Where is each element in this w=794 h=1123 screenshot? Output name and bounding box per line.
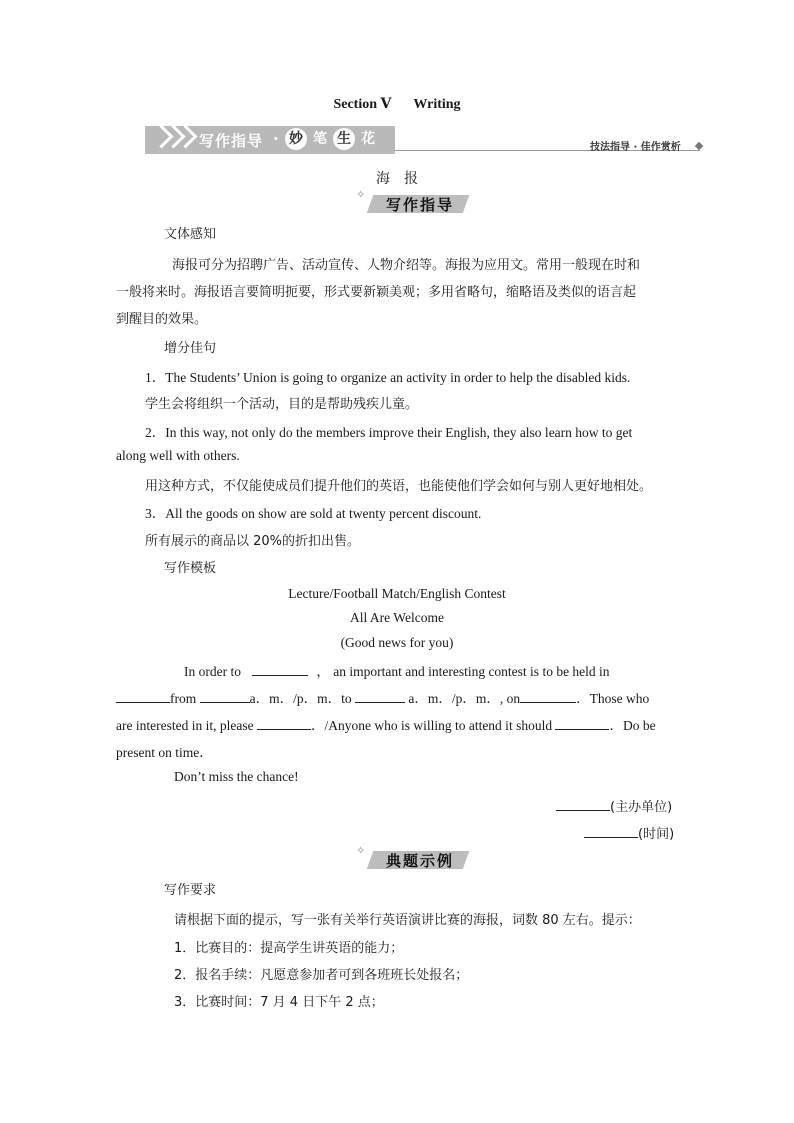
section-title: Writing: [413, 97, 461, 112]
template-signature: (主办单位): [556, 796, 672, 816]
requirement-item: 3．比赛时间：7 月 4 日下午 2 点；: [174, 995, 384, 1010]
banner-char: 妙: [285, 128, 307, 150]
template-heading: All Are Welcome: [350, 610, 444, 625]
example-section-title: 典题示例: [385, 852, 454, 870]
fill-blank[interactable]: [257, 717, 311, 730]
banner-char: 生: [333, 128, 355, 150]
sentence-en: 1．The Students’ Union is going to organize an activity in order to help the disabled kids.: [145, 370, 631, 385]
banner-dot: ·: [273, 130, 280, 148]
banner-char: 笔: [313, 131, 327, 147]
requirement-label: 写作要求: [164, 883, 217, 898]
diamond-icon: [695, 142, 703, 150]
guide-section-title: 写作指导: [385, 196, 454, 214]
template-label: 写作模板: [164, 561, 217, 576]
sentence-en: 2．In this way, not only do the members improve their English, they also learn how to get: [145, 425, 633, 440]
requirement-intro: 请根据下面的提示，写一张有关举行英语演讲比赛的海报，词数 80 左右。提示：: [174, 913, 641, 928]
requirement-item: 1．比赛目的：提高学生讲英语的能力；: [174, 941, 404, 956]
topic-title: 海 报: [376, 171, 418, 187]
requirement-item: 2．报名手续：凡愿意参加者可到各班班长处报名；: [174, 968, 469, 983]
fill-blank[interactable]: [556, 798, 610, 811]
fill-blank[interactable]: [116, 690, 170, 703]
example-section-header: [356, 844, 468, 870]
banner-char: 花: [361, 131, 375, 147]
genre-label: 文体感知: [164, 227, 217, 242]
sentence-zh: 所有展示的商品以 20%的折扣出售。: [145, 534, 361, 549]
guide-section-header: [356, 188, 468, 214]
template-text: In order to ， an important and interesting contest is to be held in: [184, 664, 610, 679]
genre-line: 一般将来时。海报语言要简明扼要，形式要新颖美观；多用省略句，缩略语及类似的语言起: [116, 285, 637, 300]
template-text: from a．m．/p．m．to a．m．/p．m．, on ．Those who: [116, 687, 649, 707]
template-signature: (时间): [584, 823, 674, 843]
banner-main-text: 写作指导: [199, 132, 264, 150]
sentence-en: 3．All the goods on show are sold at twenty percent discount.: [145, 506, 482, 521]
template-text: are interested in it, please ．/Anyone who is willing to attend it should ．Do be: [116, 718, 656, 733]
genre-line: 到醒目的效果。: [116, 312, 208, 327]
fill-blank[interactable]: [200, 690, 250, 703]
genre-line: 海报可分为招聘广告、活动宣传、人物介绍等。海报为应用文。常用一般现在时和: [172, 258, 641, 273]
fill-blank[interactable]: [584, 825, 638, 838]
sentences-label: 增分佳句: [164, 341, 217, 356]
sparkle-icon: ✧: [356, 188, 366, 201]
template-closing: Don’t miss the chance!: [174, 769, 299, 784]
fill-blank[interactable]: [555, 717, 609, 730]
fill-blank[interactable]: [252, 663, 308, 676]
fill-blank[interactable]: [355, 690, 405, 703]
template-heading: (Good news for you): [340, 635, 454, 650]
banner-right-text: 技法指导 · 佳作赏析: [590, 142, 681, 153]
sentence-zh: 用这种方式，不仅能使成员们提升他们的英语，也能使他们学会如何与别人更好地相处。: [145, 479, 653, 494]
template-text: present on time．: [116, 745, 213, 760]
sentence-zh: 学生会将组织一个活动，目的是帮助残疾儿童。: [145, 397, 419, 412]
sentence-en: along well with others.: [116, 448, 240, 463]
fill-blank[interactable]: [520, 690, 576, 703]
template-heading: Lecture/Football Match/English Contest: [288, 586, 506, 601]
page-title: [0, 96, 794, 113]
section-banner: [145, 126, 395, 154]
sparkle-icon: ✧: [356, 844, 366, 857]
section-label: Section Ⅴ: [333, 97, 392, 112]
